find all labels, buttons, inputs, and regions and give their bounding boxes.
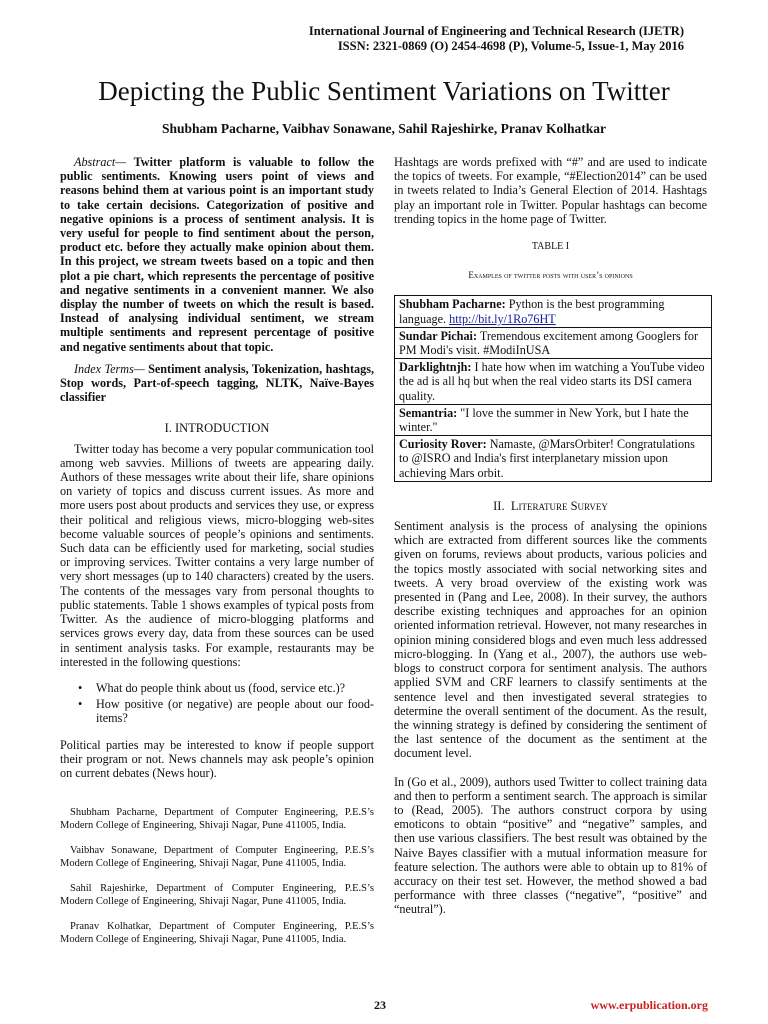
intro-paragraph: Twitter today has become a very popular communication tool among web savvies. Millions of tweets are appearing daily. Authors of these messages write about their life, share opinions on variety of topics and discuss current issues. As more and more users post about products and services they use, or express their political and religious views, micro-blogging web-sites become valuable sources of people’s opinions and sentiments. Such data can be efficiently used for marketing, social studies or improving services. Twitter contains a very large number of very short messages (up to 140 characters) created by the users. The contents of the messages vary from personal thoughts to public statements. Table 1 shows examples of typical posts from Twitter. As the audience of micro-blogging platforms and services grows every day, data from these sources can be used in sentiment analysis tasks. For example, restaurants may be interested in the following questions:: [60, 441, 374, 669]
table-caption: TABLE I: [531, 241, 570, 253]
author-list: Shubham Pacharne, Vaibhav Sonawane, Sahil Rajeshirke, Pranav Kolhatkar: [161, 121, 607, 136]
table-cell: [395, 327, 712, 358]
table-cell: [395, 296, 712, 327]
right-column: [394, 155, 707, 917]
list-item-text: How positive (or negative) are people about our food-items?: [96, 697, 374, 726]
tweet-text: Tremendous excitement among Googlers for PM Modi's visit. #ModiInUSA: [399, 328, 699, 358]
section-heading-literature-survey: [394, 499, 707, 513]
table-row: [395, 436, 712, 482]
bullet-icon: •: [78, 697, 83, 712]
tweet-text: I hate how when im watching a YouTube video the ad is all hq but when the real video starts its DSI camera quality.: [399, 360, 705, 403]
table-row: [395, 327, 712, 358]
tweet-text: Namaste, @MarsOrbiter! Congratulations to @ISRO and India's first interplanetary mission upon achieving Mars orbit.: [399, 437, 695, 480]
journal-name: International Journal of Engineering and Technical Research (IJETR): [308, 24, 684, 38]
tweet-author: Semantria:: [399, 405, 458, 420]
affiliation-item: Vaibhav Sonawane, Department of Computer Engineering, P.E.S’s Modern College of Engineering, Shivaji Nagar, Pune 411005, India.: [60, 845, 374, 870]
index-terms-text: Sentiment analysis, Tokenization, hashtags, Stop words, Part-of-speech tagging, NLTK, Naïve-Bayes classifier: [60, 361, 374, 405]
abstract-text: Twitter platform is valuable to follow the public sentiments. Knowing users point of views and reasons behind them at various point is an important study to take certain decisions. Categorization of positive and negative opinions is a process of sentiment analysis. It is very useful for people to find sentiment about the person, product etc. before they actually make opinion about them. In this project, we stream tweets based on a topic and then plot a pie chart, which represents the percentage of positive and negative sentiments in a convenient manner. We also display the number of tweets on which the result is based. Instead of analysing individual sentiment, we stream multiple sentiments and represent percentage of positive and negative sentiments about that topic.: [60, 155, 374, 354]
page-number: 23: [374, 998, 386, 1012]
literature-paragraph-2: In (Go et al., 2009), authors used Twitter to collect training data and then to perform a sentiment search. The approach is similar to (Read, 2005). The authors construct corpora by using emoticons to obtain “positive” and “negative” samples, and then use various classifiers. The best result was obtained by the Naive Bayes classifier with a mutual information measure for feature selection. The authors were able to obtain up to 81% of accuracy on their test set. However, the method showed a bad performance with three classes (“negative”, “positive” and “neutral”).: [394, 774, 707, 917]
index-terms: [60, 362, 374, 405]
abstract: [60, 155, 374, 354]
tweet-examples-table: [394, 295, 712, 481]
journal-header: [309, 24, 684, 54]
abstract-lead: Abstract—: [74, 155, 127, 169]
section-heading-introduction: I. INTRODUCTION: [164, 421, 270, 436]
left-column: [60, 155, 374, 958]
affiliation-item: Shubham Pacharne, Department of Computer Engineering, P.E.S’s Modern College of Engineering, Shivaji Nagar, Pune 411005, India.: [60, 807, 374, 832]
tweet-author: Shubham Pacharne:: [399, 297, 506, 312]
tweet-author: Curiosity Rover:: [399, 437, 487, 452]
tweet-link[interactable]: http://bit.ly/1Ro76HT: [449, 311, 556, 326]
publisher-website[interactable]: www.erpublication.org: [590, 998, 708, 1012]
tweet-text: Python is the best programming language.: [399, 297, 665, 326]
list-item: [78, 697, 374, 726]
tweet-author: Darklightnjh:: [399, 360, 472, 375]
affiliation-item: Sahil Rajeshirke, Department of Computer Engineering, P.E.S’s Modern College of Engineering, Shivaji Nagar, Pune 411005, India.: [60, 883, 374, 908]
affiliation-item: Pranav Kolhatkar, Department of Computer Engineering, P.E.S’s Modern College of Engineering, Shivaji Nagar, Pune 411005, India.: [60, 921, 374, 946]
literature-paragraph-1: Sentiment analysis is the process of analysing the opinions which are extracted from different sources like the comments given on forums, reviews about products, various policies and the topics mostly associated with social networking sites and tweets. A very broad overview of the existing work was presented in (Pang and Lee, 2008). In their survey, the authors describe existing techniques and approaches for an opinion oriented information retrieval. However, not many researches in opinion mining considered blogs and even much less addressed micro-blogging. In (Yang et al., 2007), the authors use web-blogs to construct corpora for sentiment analysis. The authors applied SVM and CRF learners to classify sentiments at the sentence level and then investigated several strategies to determine the overall sentiment of the document. As the result, the winning strategy is defined by considering the sentiment of the last sentence of the document as the sentiment at the document level.: [394, 519, 707, 761]
paper-title: Depicting the Public Sentiment Variations on Twitter: [98, 76, 670, 106]
list-item-text: What do people think about us (food, service etc.)?: [96, 680, 346, 695]
question-list: [60, 681, 374, 726]
tweet-author: Sundar Pichai:: [399, 328, 477, 343]
list-item: [78, 680, 374, 695]
table-cell: [395, 359, 712, 405]
section-number: II.: [493, 498, 505, 513]
bullet-icon: •: [78, 680, 83, 695]
hashtag-paragraph: Hashtags are words prefixed with “#” and are used to indicate the topics of tweets. For example, “#Election2014” can be used in tweets related to India’s General Election of 2014. Hashtags play an important role in Twitter. Popular hashtags can become trending topics in the home page of Twitter.: [394, 155, 707, 226]
index-terms-lead: Index Terms—: [74, 361, 145, 376]
intro-paragraph-2: Political parties may be interested to know if people support their program or not. News channels may ask people’s opinion on current debates (News hour).: [60, 737, 374, 780]
table-title: Examples of twitter posts with user’s opinions: [468, 270, 633, 281]
table-row: [395, 296, 712, 327]
table-row: [395, 404, 712, 435]
table-row: [395, 359, 712, 405]
author-affiliations: [60, 806, 374, 946]
table-cell: [395, 436, 712, 482]
tweet-text: "I love the summer in New York, but I hate the winter.": [399, 405, 689, 435]
table-cell: [395, 404, 712, 435]
section-title: Literature Survey: [510, 498, 608, 513]
journal-issn: ISSN: 2321-0869 (O) 2454-4698 (P), Volume-5, Issue-1, May 2016: [337, 39, 684, 53]
